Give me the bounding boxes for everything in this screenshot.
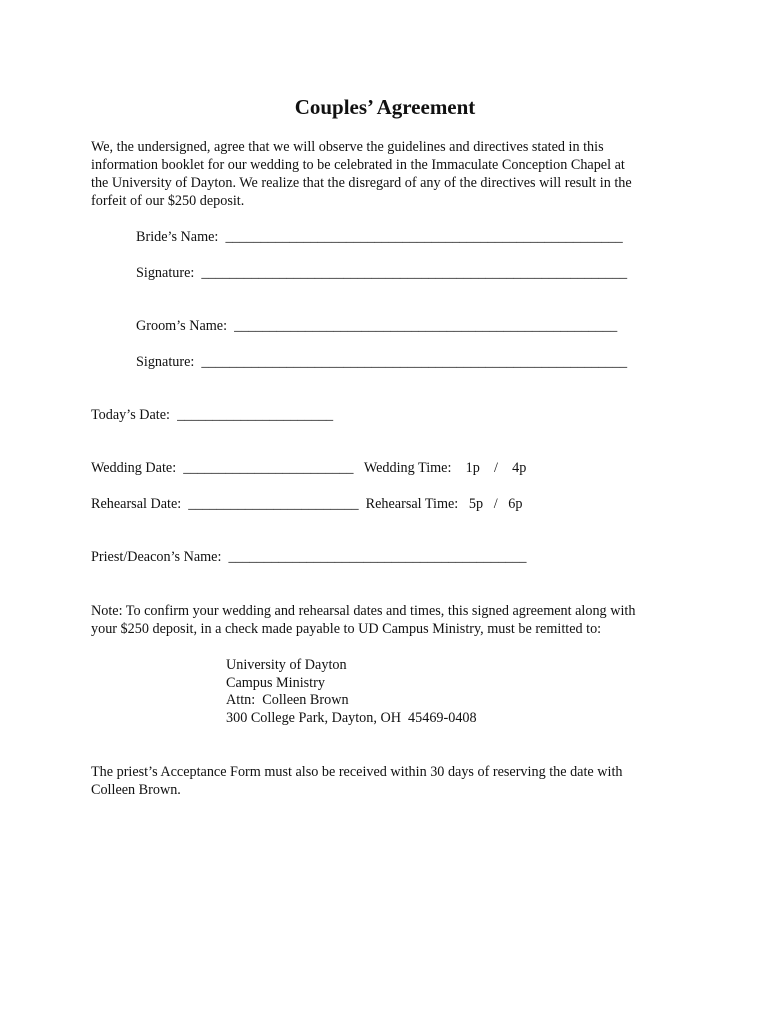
address-line-4: 300 College Park, Dayton, OH 45469-0408 bbox=[226, 710, 477, 726]
rehearsal-date-time-field: Rehearsal Date: ________________________ Rehearsal Time: 5p / 6p bbox=[91, 496, 523, 512]
page-title: Couples’ Agreement bbox=[294, 95, 476, 119]
groom-signature-field: Signature: ____________________________________________________________ bbox=[136, 354, 628, 370]
intro-paragraph: We, the undersigned, agree that we will observe the guidelines and directives stated in this information booklet for our wedding to be celebrated in the Immaculate Conception Chapel at the University of Dayton. We realize that the disregard of any of the directives will result in the forfeit of our $250 deposit. bbox=[91, 139, 632, 209]
bride-name-field: Bride’s Name: ________________________________________________________ bbox=[136, 229, 623, 245]
bride-signature-field: Signature: ____________________________________________________________ bbox=[136, 265, 628, 281]
footer-paragraph: The priest’s Acceptance Form must also be received within 30 days of reserving the date with Colleen Brown. bbox=[91, 764, 623, 798]
address-line-1: University of Dayton bbox=[226, 657, 347, 673]
wedding-date-time-field: Wedding Date: ________________________ Wedding Time: 1p / 4p bbox=[91, 460, 527, 476]
address-line-3: Attn: Colleen Brown bbox=[226, 692, 349, 708]
address-line-2: Campus Ministry bbox=[226, 675, 325, 691]
note-paragraph: Note: To confirm your wedding and rehearsal dates and times, this signed agreement along with your $250 deposit, in a check made payable to UD Campus Ministry, must be remitted to: bbox=[91, 603, 636, 637]
priest-deacon-name-field: Priest/Deacon’s Name: __________________________________________ bbox=[91, 549, 527, 565]
groom-name-field: Groom’s Name: ______________________________________________________ bbox=[136, 318, 618, 334]
todays-date-field: Today’s Date: ______________________ bbox=[91, 407, 334, 423]
